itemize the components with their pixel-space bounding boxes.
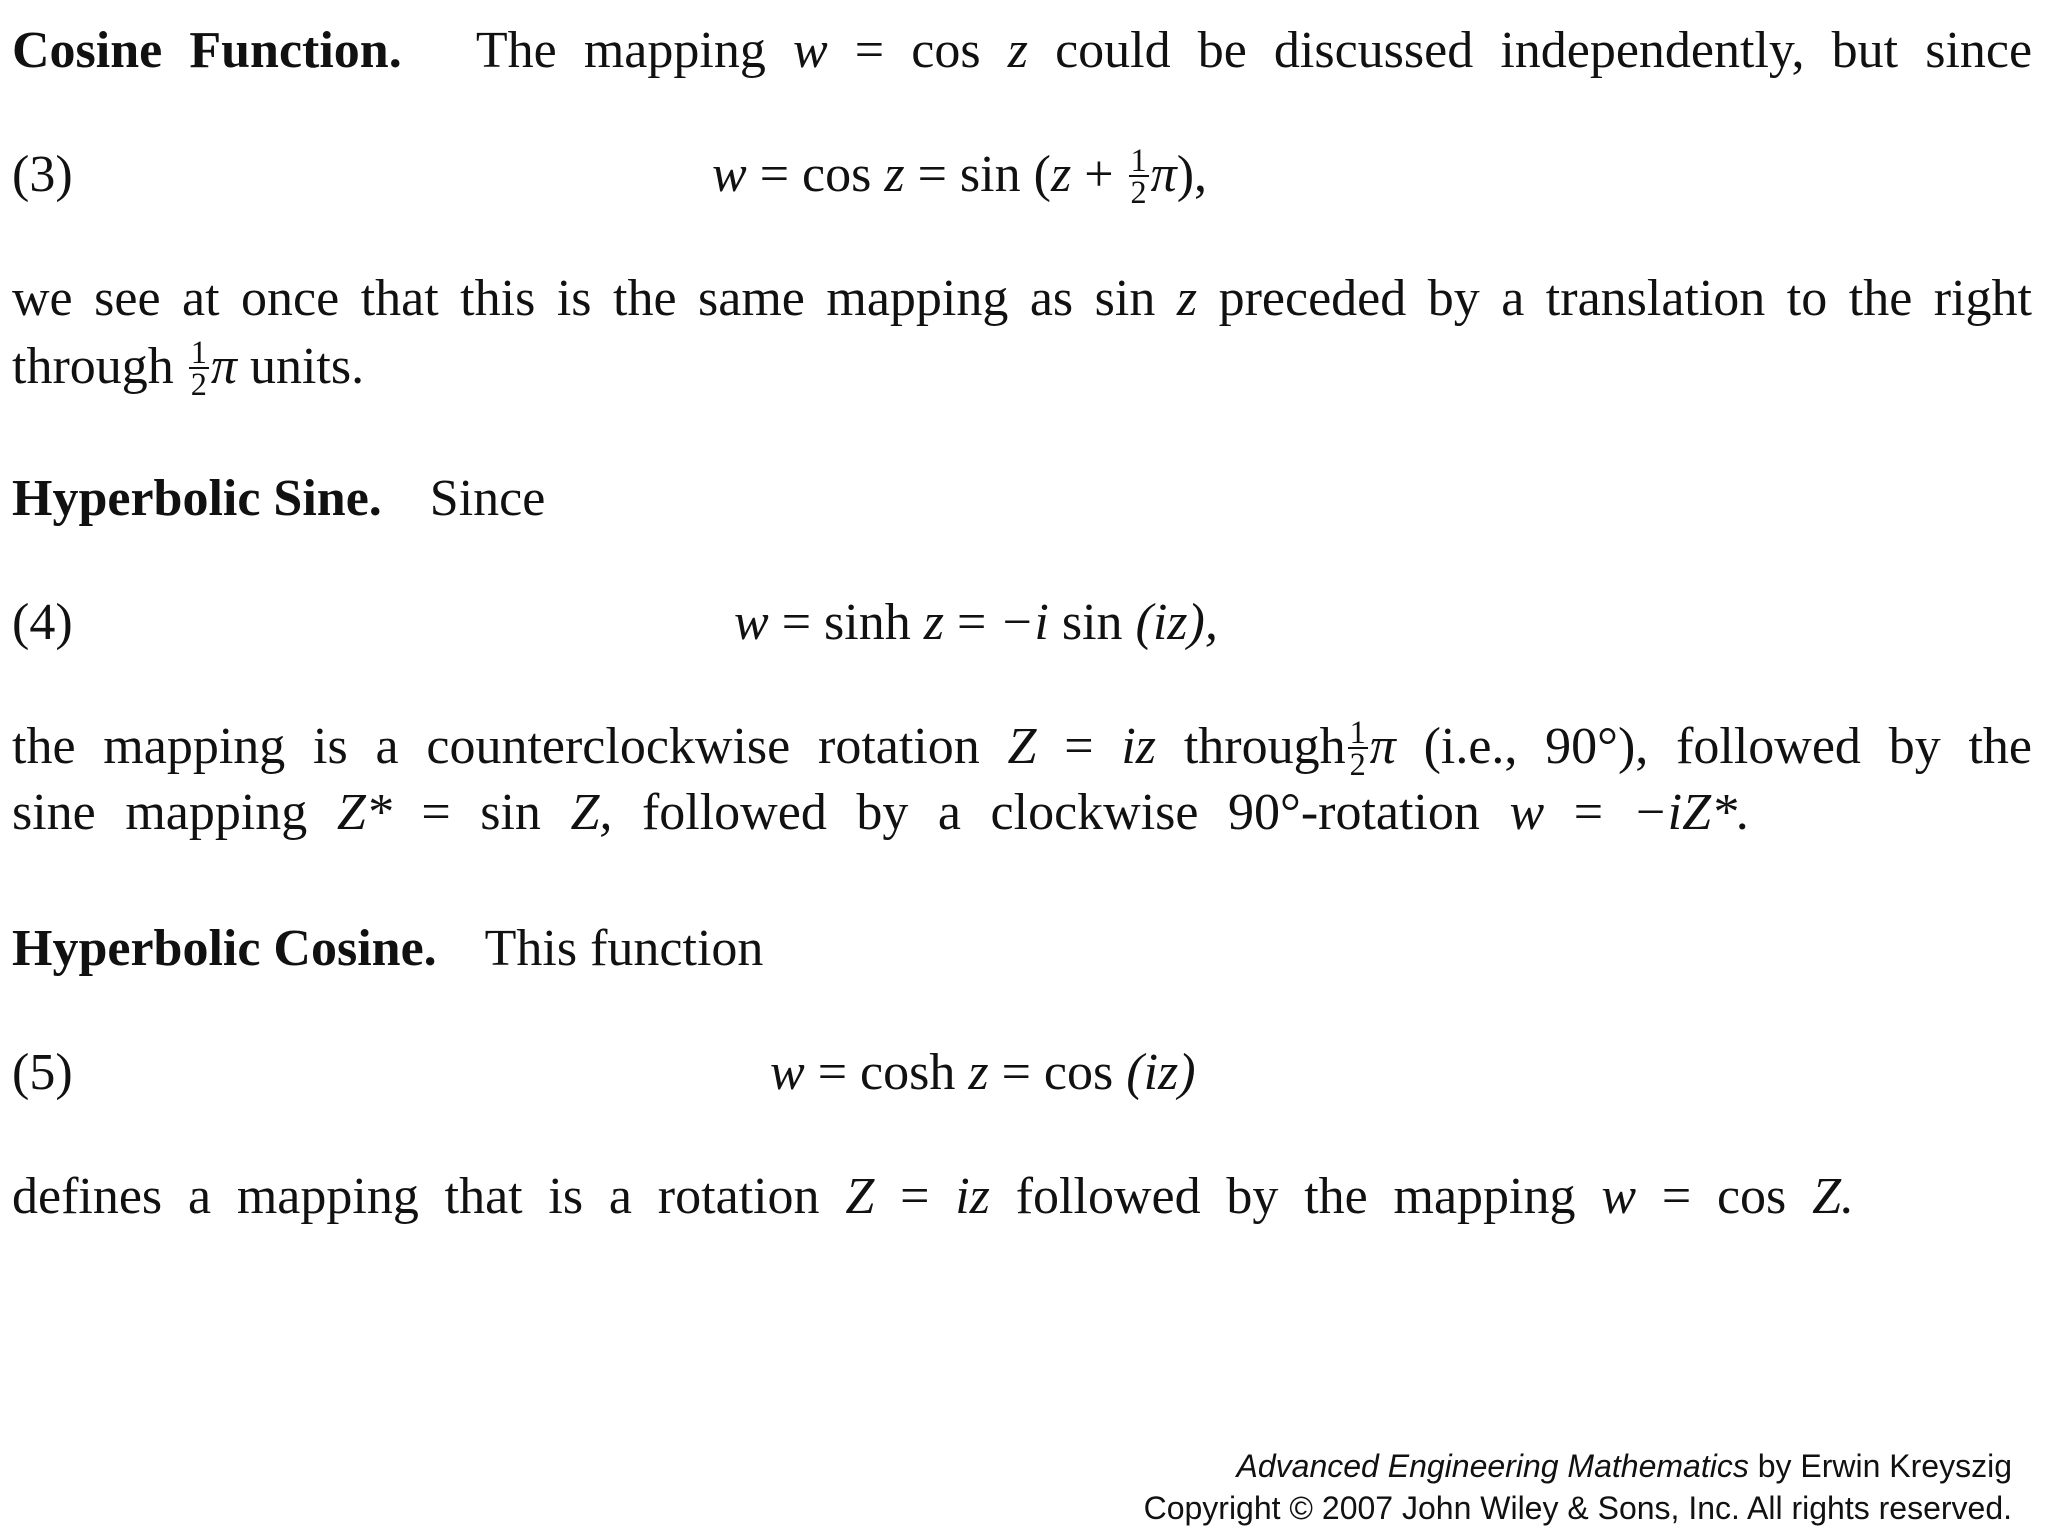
equation-number-4: (4)	[12, 594, 73, 651]
math-cos: cos	[802, 146, 872, 203]
math-pi: π	[1150, 146, 1177, 203]
math-equals: =	[917, 146, 947, 203]
math-iz: iz	[1121, 718, 1157, 775]
footer-book-credit	[612, 1446, 2012, 1486]
cosh-paragraph-line1: defines a mapping that is a rotation Z = iz followed by the mapping w = cos Z.	[12, 1168, 1855, 1225]
math-Z-star: Z*	[336, 784, 392, 841]
math-sin: sin	[1061, 594, 1123, 651]
math-Z: Z	[1007, 718, 1037, 775]
math-w: w	[792, 22, 828, 79]
math-cos: cos	[1043, 1044, 1114, 1101]
math-z: z	[968, 1044, 989, 1101]
math-plus: +	[1084, 146, 1114, 203]
math-equals: =	[900, 1168, 930, 1225]
math-w: w	[734, 594, 769, 651]
math-equals: =	[1064, 718, 1094, 775]
math-iz: iz	[955, 1168, 990, 1225]
math-z: z	[1050, 146, 1072, 203]
math-w: w	[1601, 1168, 1637, 1225]
math-equals: =	[1573, 784, 1604, 841]
math-sinh: sinh	[824, 594, 911, 651]
math-equals: =	[956, 594, 987, 651]
math-equals: =	[759, 146, 790, 203]
cosh-paragraph-intro	[12, 918, 2032, 980]
book-author: by Erwin Kreyszig	[1748, 1448, 2012, 1484]
equation-number-3: (3)	[12, 146, 73, 203]
math-sin: sin	[480, 784, 541, 841]
cosine-paragraph-line2: through $\frac{1}{2}$ π units.	[12, 333, 365, 403]
math-cos: cos	[911, 22, 981, 79]
cosine-paragraph-intro	[12, 20, 2032, 82]
equation-4	[734, 592, 1218, 654]
math-sin: sin	[959, 146, 1021, 203]
math-w: w	[1509, 784, 1545, 841]
math-paren: (	[1033, 146, 1051, 203]
math-equals: =	[421, 784, 451, 841]
cosine-intro-rest: could be discussed independently, but since	[1055, 22, 2033, 79]
math-z: z	[1176, 270, 1198, 327]
fraction-one-half: $\frac{1}{2}$	[1349, 713, 1366, 783]
math-equals: =	[817, 1044, 848, 1101]
fraction-one-half: $\frac{1}{2}$	[190, 333, 207, 403]
math-z: z	[1007, 22, 1028, 79]
cosine-paragraph-line1: we see at once that this is the same mapping as sin z preceded by a translation to the right	[12, 270, 2032, 327]
math-w: w	[770, 1044, 805, 1101]
equation-3	[712, 141, 1208, 211]
math-paren: ),	[1176, 146, 1208, 203]
math-Z: Z,	[570, 784, 613, 841]
cosh-intro-text: This function	[484, 920, 764, 977]
math-argument: (iz)	[1126, 1044, 1196, 1101]
sinh-heading: Hyperbolic Sine.	[12, 470, 382, 527]
book-title: Advanced Engineering Mathematics	[1236, 1448, 1749, 1484]
sinh-paragraph-line2: sine mapping Z* = sin Z, followed by a clockwise 90°-rotation w = −iZ*.	[12, 784, 1751, 841]
math-z: z	[923, 594, 944, 651]
cosine-heading: Cosine Function.	[12, 22, 402, 79]
math-argument: (iz),	[1135, 594, 1218, 651]
math-cosh: cosh	[860, 1044, 956, 1101]
math-cos: cos	[1716, 1168, 1787, 1225]
equation-5	[770, 1042, 1196, 1104]
math-Z: Z.	[1812, 1168, 1855, 1225]
math-minus-i-Z-star: −iZ*.	[1632, 784, 1751, 841]
sinh-paragraph-intro	[12, 468, 2032, 530]
math-Z: Z	[845, 1168, 875, 1225]
fraction-one-half: $\frac{1}{2}$	[1130, 141, 1147, 211]
math-equals: =	[1661, 1168, 1692, 1225]
textbook-page	[12, 0, 2032, 1536]
sinh-paragraph-line1: the mapping is a counterclockwise rotation Z = iz through $\frac{1}{2}$ π (i.e., 90°), followed by the	[12, 713, 2033, 783]
cosine-intro-text: The mapping	[475, 22, 766, 79]
math-pi: π	[210, 338, 237, 395]
cosh-heading: Hyperbolic Cosine.	[12, 920, 437, 977]
math-w: w	[712, 146, 747, 203]
math-equals: =	[781, 594, 812, 651]
math-minus-i: −i	[999, 594, 1049, 651]
math-z: z	[884, 146, 905, 203]
equation-number-5: (5)	[12, 1044, 73, 1101]
math-pi: π	[1369, 718, 1396, 775]
sinh-intro-text: Since	[429, 470, 546, 527]
footer-copyright: Copyright © 2007 John Wiley & Sons, Inc. All rights reserved.	[1143, 1490, 2012, 1526]
math-equals: =	[1001, 1044, 1031, 1101]
math-equals: =	[854, 22, 885, 79]
